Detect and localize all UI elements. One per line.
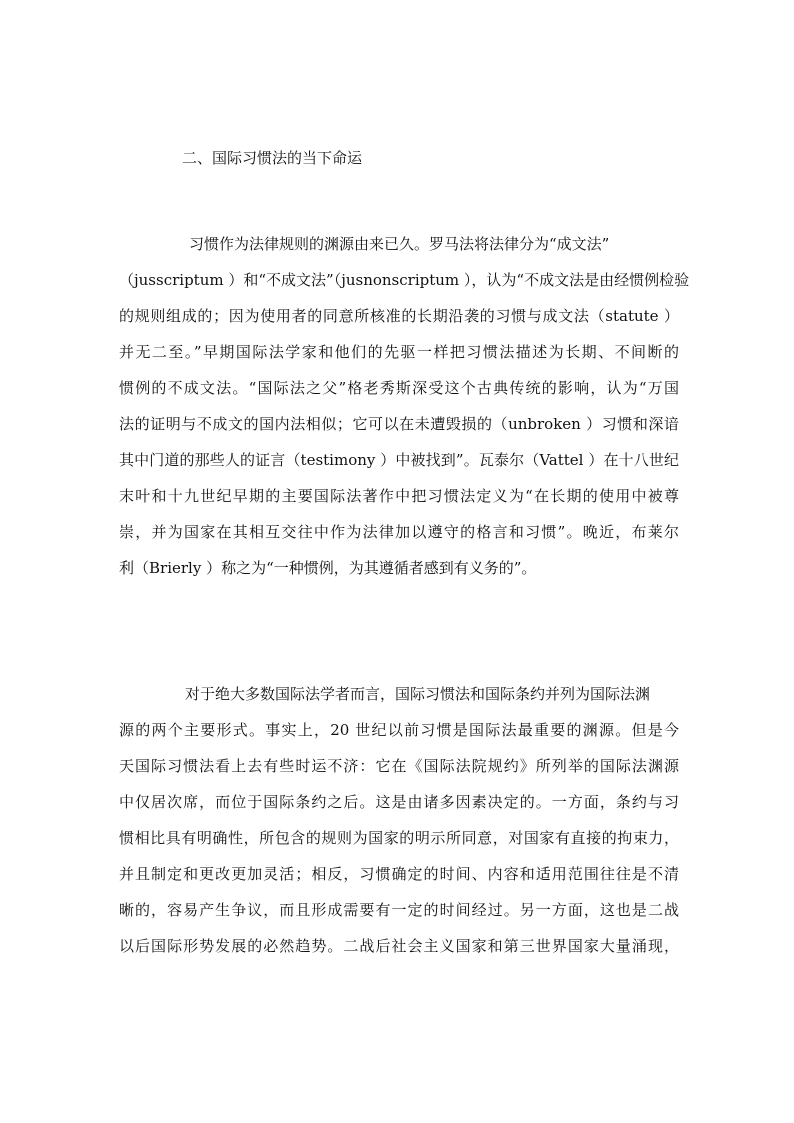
- section-heading: 二、国际习惯法的当下命运: [182, 149, 363, 167]
- paragraph-customary-law-origins: [119, 226, 690, 586]
- paragraph-line: 惯例的不成文法。“国际法之父”格老秀斯深受这个古典传统的影响，认为“万国: [119, 379, 679, 397]
- paragraph-line: 法的证明与不成文的国内法相似；它可以在未遭毁损的（unbroken ）习惯和深谙: [119, 415, 679, 433]
- paragraph-line: 习惯作为法律规则的渊源由来已久。罗马法将法律分为“成文法”: [189, 235, 610, 253]
- paragraph-line: 晰的，容易产生争议，而且形成需要有一定的时间经过。另一方面，这也是二战: [119, 901, 679, 919]
- paragraph-line: 并且制定和更改更加灵活；相反，习惯确定的时间、内容和适用范围往往是不清: [119, 865, 679, 883]
- paragraph-line: 利（Brierly ）称之为“一种惯例，为其遵循者感到有义务的”。: [119, 559, 537, 577]
- paragraph-line: 天国际习惯法看上去有些时运不济：它在《国际法院规约》所列举的国际法渊源: [119, 757, 679, 775]
- paragraph-line: 末叶和十九世纪早期的主要国际法著作中把习惯法定义为“在长期的使用中被尊: [119, 487, 679, 505]
- paragraph-line: 源的两个主要形式。事实上，20 世纪以前习惯是国际法最重要的渊源。但是今: [119, 721, 679, 739]
- paragraph-customary-law-status: [119, 676, 679, 964]
- paragraph-line: 以后国际形势发展的必然趋势。二战后社会主义国家和第三世界国家大量涌现，: [119, 937, 679, 955]
- paragraph-line: 惯相比具有明确性，所包含的规则为国家的明示所同意，对国家有直接的拘束力，: [119, 829, 679, 847]
- paragraph-line: 并无二至。”早期国际法学家和他们的先驱一样把习惯法描述为长期、不间断的: [119, 343, 679, 361]
- paragraph-line: 中仅居次席，而位于国际条约之后。这是由诸多因素决定的。一方面，条约与习: [119, 793, 679, 811]
- paragraph-line: 崇，并为国家在其相互交往中作为法律加以遵守的格言和习惯”。晚近，布莱尔: [119, 523, 679, 541]
- paragraph-line: 对于绝大多数国际法学者而言，国际习惯法和国际条约并列为国际法渊: [185, 685, 651, 703]
- paragraph-line: （jusscriptum ）和“不成文法”（jusnonscriptum ），认为“不成文法是由经惯例检验: [119, 271, 690, 289]
- paragraph-line: 其中门道的那些人的证言（testimony ）中被找到”。瓦泰尔（Vattel ）在十八世纪: [119, 451, 679, 469]
- paragraph-line: 的规则组成的；因为使用者的同意所核准的长期沿袭的习惯与成文法（statute ）: [119, 307, 679, 325]
